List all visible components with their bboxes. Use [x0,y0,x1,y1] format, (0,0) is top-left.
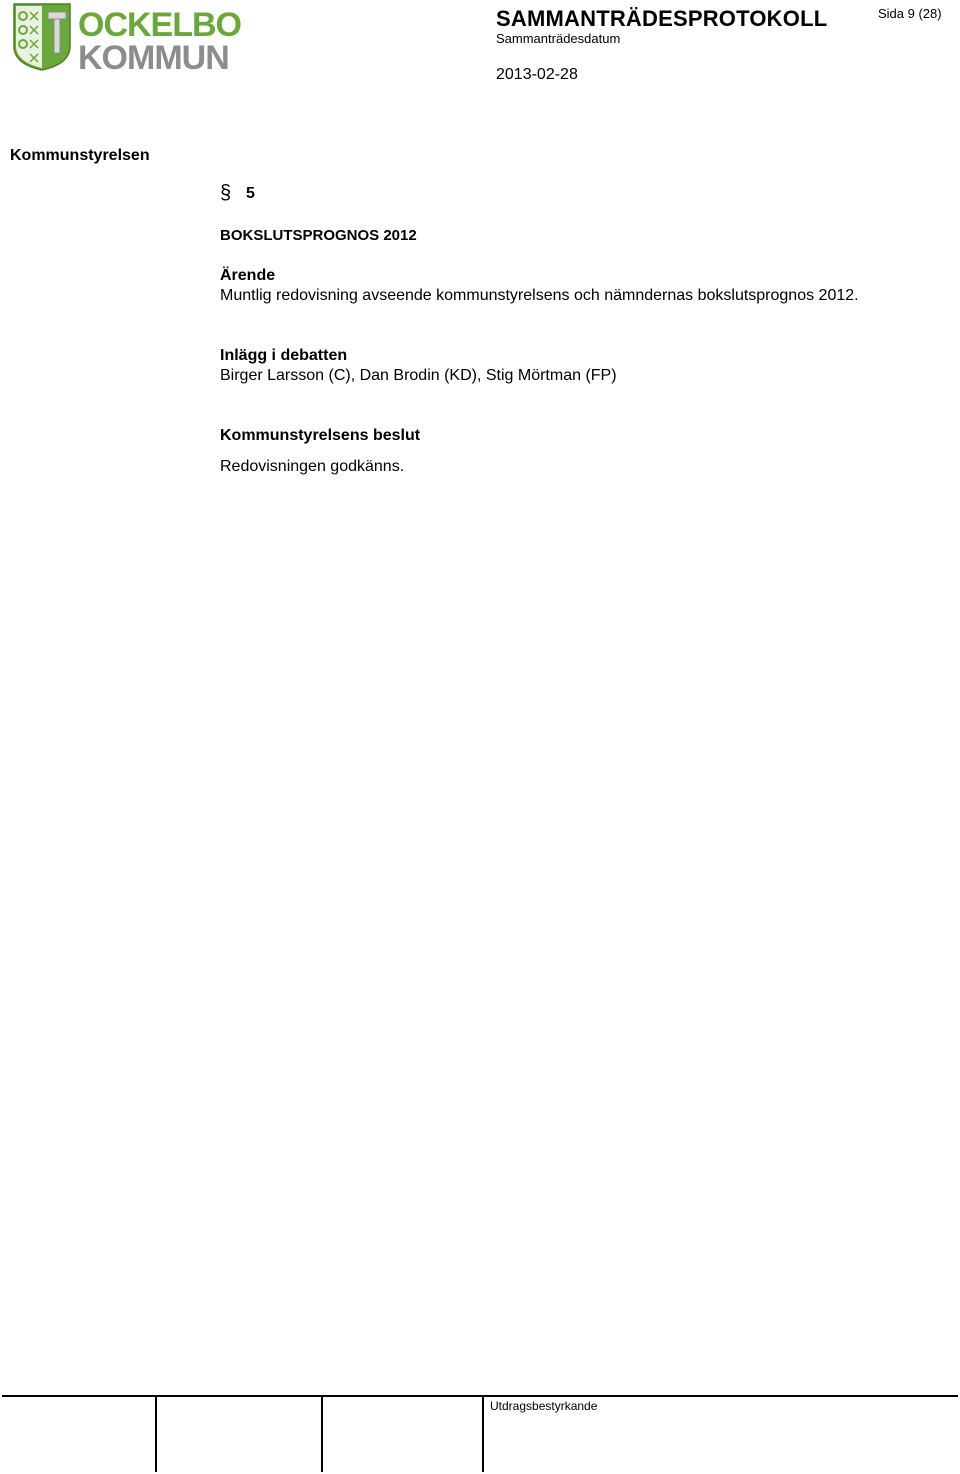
paragraph-number: 5 [246,185,255,202]
signature-cell-3 [322,1396,483,1472]
section-text-debate: Birger Larsson (C), Dan Brodin (KD), Stig Mörtman (FP) [220,367,617,384]
paragraph-sign: § [220,182,232,204]
page-indicator: Sida 9 (28) [878,6,942,21]
meeting-date-value: 2013-02-28 [496,66,578,83]
organization-name: Kommunstyrelsen [10,147,150,164]
municipality-logo [12,2,241,77]
meeting-date-label: Sammanträdesdatum [496,31,621,46]
section-heading-arende: Ärende [220,267,276,284]
protocol-title: SAMMANTRÄDESPROTOKOLL [496,6,828,31]
section-heading-decision: Kommunstyrelsens beslut [220,427,421,444]
logo-text-line2: KOMMUN [78,39,229,77]
extract-certification-cell [483,1396,958,1472]
signature-cell-1 [2,1396,156,1472]
logo-text-line1: OCKELBO [78,6,241,44]
section-text-decision: Redovisningen godkänns. [220,458,405,475]
section-text-arende: Muntlig redovisning avseende kommunstyrelsens och nämndernas bokslutsprognos 2012. [220,287,859,304]
case-title: BOKSLUTSPROGNOS 2012 [220,227,417,244]
extract-certification-label: Utdragsbestyrkande [490,1399,598,1413]
signature-cell-2 [156,1396,322,1472]
coat-of-arms-icon [12,2,241,77]
section-heading-debate: Inlägg i debatten [220,347,348,364]
signature-footer-table [2,1395,958,1472]
